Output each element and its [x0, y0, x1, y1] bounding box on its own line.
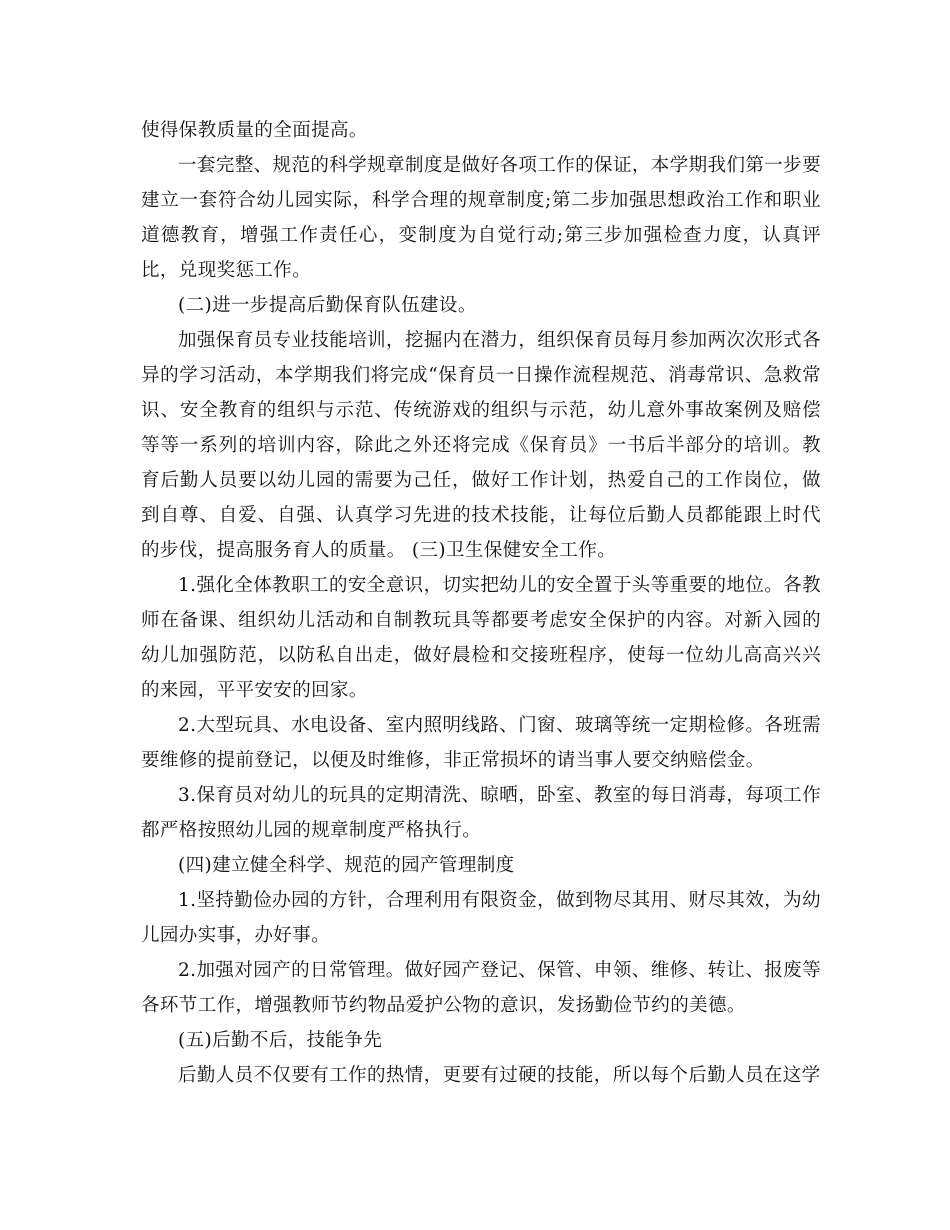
paragraph-staff-training: 加强保育员专业技能培训，挖掘内在潜力，组织保育员每月参加两次次形式各异的学习活动，本学期我们将完成“保育员一日操作流程规范、消毒常识、急救常识、安全教育的组织与示范、传统游戏的组织与示范，幼儿意外事故案例及赔偿等等一系列的培训内容，除此之外还将完成《保育员》一书后半部分的培训。教育后勤人员要以幼儿园的需要为己任，做好工作计划，热爱自己的工作岗位，做到自尊、自爱、自强、认真学习先进的技术技能，让每位后勤人员都能跟上时代的步伐，提高服务育人的质量。 (三)卫生保健安全工作。: [141, 330, 821, 561]
list-item-safety-1: 1.强化全体教职工的安全意识，切实把幼儿的安全置于头等重要的地位。各教师在备课、组织幼儿活动和自制教玩具等都要考虑安全保护的内容。对新入园的幼儿加强防范，以防私自出走，做好晨检和交接班程序，使每一位幼儿高高兴兴的来园，平平安安的回家。: [141, 575, 821, 701]
paragraph-continuation: 使得保教质量的全面提高。: [141, 120, 368, 141]
paragraph-skills: 后勤人员不仅要有工作的热情，更要有过硬的技能，所以每个后勤人员在这学: [178, 1065, 821, 1086]
paragraph-rules-system: 一套完整、规范的科学规章制度是做好各项工作的保证，本学期我们第一步要建立一套符合幼儿园实际，科学合理的规章制度;第二步加强思想政治工作和职业道德教育，增强工作责任心，变制度为自觉行动;第三步加强检查力度，认真评比，兑现奖惩工作。: [141, 155, 821, 281]
section-heading-5: (五)后勤不后，技能争先: [178, 1030, 383, 1051]
document-body: [141, 113, 821, 1093]
list-item-safety-3: 3.保育员对幼儿的玩具的定期清洗、晾晒，卧室、教室的每日消毒，每项工作都严格按照幼儿园的规章制度严格执行。: [141, 785, 821, 841]
section-heading-4: (四)建立健全科学、规范的园产管理制度: [178, 855, 515, 876]
section-heading-2: (二)进一步提高后勤保育队伍建设。: [178, 295, 477, 316]
list-item-safety-2: 2.大型玩具、水电设备、室内照明线路、门窗、玻璃等统一定期检修。各班需要维修的提前登记，以便及时维修，非正常损坏的请当事人要交纳赔偿金。: [141, 715, 821, 771]
list-item-property-1: 1.坚持勤俭办园的方针，合理利用有限资金，做到物尽其用、财尽其效，为幼儿园办实事，办好事。: [141, 890, 821, 946]
list-item-property-2: 2.加强对园产的日常管理。做好园产登记、保管、申领、维修、转让、报废等各环节工作，增强教师节约物品爱护公物的意识，发扬勤俭节约的美德。: [141, 960, 821, 1016]
